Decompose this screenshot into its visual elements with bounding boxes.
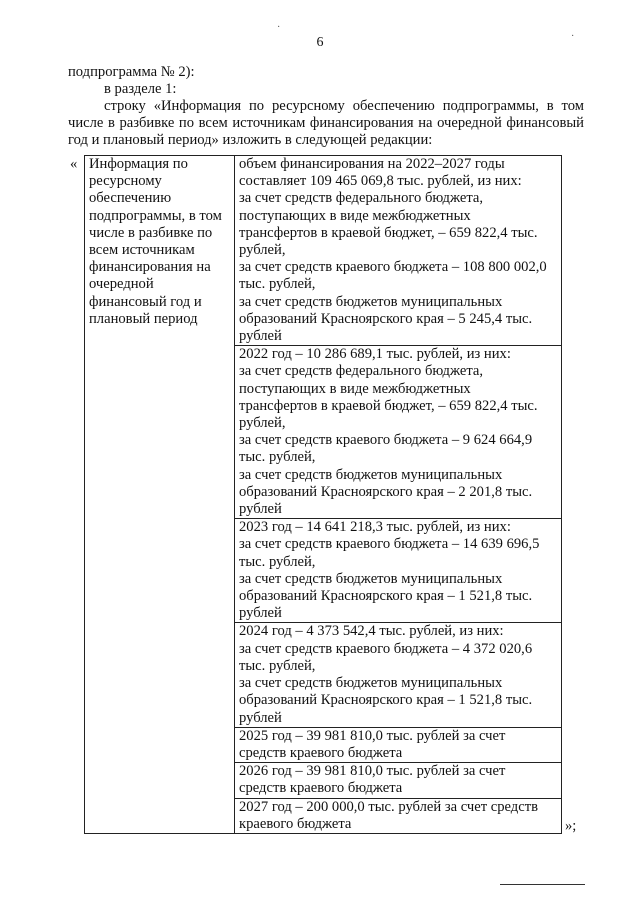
financing-line: объем финансирования на 2022–2027 годы xyxy=(239,156,505,172)
financing-line: средств краевого бюджета xyxy=(239,744,403,761)
financing-line: за счет средств краевого бюджета – 14 639 696,5 xyxy=(239,536,540,553)
financing-line: рублей xyxy=(239,605,282,622)
financing-line: 2022 год – 10 286 689,1 тыс. рублей, из них: xyxy=(239,346,511,363)
financing-line: составляет 109 465 069,8 тыс. рублей, из них: xyxy=(239,173,522,190)
heading-line: ресурсному xyxy=(89,173,162,190)
heading-line: финансовый год и xyxy=(89,293,202,310)
financing-cell xyxy=(235,763,562,798)
financing-cell xyxy=(235,727,562,762)
financing-line: 2024 год – 4 373 542,4 тыс. рублей, из них: xyxy=(239,623,504,640)
row-heading-cell xyxy=(85,156,235,834)
financing-line: образований Красноярского края – 1 521,8 тыс. xyxy=(239,692,533,709)
financing-line: образований Красноярского края – 5 245,4 тыс. xyxy=(239,310,533,327)
financing-line: рублей xyxy=(239,709,282,726)
financing-line: рублей, xyxy=(239,415,286,432)
financing-line: за счет средств краевого бюджета – 9 624 664,9 xyxy=(239,432,533,449)
financing-cell xyxy=(235,519,562,623)
financing-line: 2023 год – 14 641 218,3 тыс. рублей, из них: xyxy=(239,519,511,536)
financing-line: за счет средств бюджетов муниципальных xyxy=(239,466,503,483)
heading-line: очередной xyxy=(89,276,154,293)
intro-line-2: в разделе 1: xyxy=(104,81,177,97)
financing-line: рублей xyxy=(239,328,282,345)
heading-line: подпрограммы, в том xyxy=(89,207,222,224)
heading-line: финансирования на xyxy=(89,259,211,276)
financing-cell xyxy=(235,623,562,727)
page-number: 6 xyxy=(316,35,324,50)
financing-cell xyxy=(235,156,562,346)
financing-line: трансфертов в краевой бюджет, – 659 822,4 тыс. xyxy=(239,397,538,414)
footer-rule xyxy=(500,884,585,885)
financing-line: поступающих в виде межбюджетных xyxy=(239,207,471,224)
heading-line: плановый период xyxy=(89,310,198,327)
financing-line: образований Красноярского края – 1 521,8 тыс. xyxy=(239,588,533,605)
financing-line: за счет средств бюджетов муниципальных xyxy=(239,293,503,310)
intro-instruction: строку «Информация по ресурсному обеспечению подпрограммы, в том числе в разбивке по всем источникам финансирования на очередной финансовый год и плановый период» изложить в следующей редакции: xyxy=(68,98,584,148)
heading-line: числе в разбивке по xyxy=(89,224,213,241)
table-row xyxy=(85,156,562,346)
financing-line: рублей xyxy=(239,501,282,518)
financing-line: поступающих в виде межбюджетных xyxy=(239,380,471,397)
heading-line: всем источникам xyxy=(89,242,195,259)
intro-line-1: подпрограмма № 2): xyxy=(68,64,195,80)
financing-line: тыс. рублей, xyxy=(239,657,316,674)
financing-line: средств краевого бюджета xyxy=(239,780,403,797)
financing-line: за счет средств федерального бюджета, xyxy=(239,190,484,207)
financing-line: за счет средств краевого бюджета – 108 800 002,0 xyxy=(239,259,547,276)
financing-line: за счет средств краевого бюджета – 4 372 020,6 xyxy=(239,640,533,657)
financing-cell xyxy=(235,346,562,519)
financing-line: тыс. рублей, xyxy=(239,553,316,570)
financing-line: 2026 год – 39 981 810,0 тыс. рублей за счет xyxy=(239,763,506,780)
financing-line: тыс. рублей, xyxy=(239,449,316,466)
financing-line: краевого бюджета xyxy=(239,815,352,832)
opening-quote: « xyxy=(70,156,78,172)
financing-line: образований Красноярского края – 2 201,8 тыс. xyxy=(239,483,533,500)
financing-line: за счет средств бюджетов муниципальных xyxy=(239,675,503,692)
financing-line: 2027 год – 200 000,0 тыс. рублей за счет средств xyxy=(239,798,538,815)
heading-line: Информация по xyxy=(89,156,188,172)
heading-line: обеспечению xyxy=(89,190,172,207)
scan-speck: · xyxy=(571,31,575,42)
resource-table xyxy=(84,155,562,834)
financing-line: 2025 год – 39 981 810,0 тыс. рублей за счет xyxy=(239,727,506,744)
financing-line: тыс. рублей, xyxy=(239,276,316,293)
financing-cell xyxy=(235,798,562,833)
scan-speck: · xyxy=(277,22,281,33)
financing-line: за счет средств федерального бюджета, xyxy=(239,363,484,380)
financing-line: трансфертов в краевой бюджет, – 659 822,4 тыс. xyxy=(239,224,538,241)
closing-quote: »; xyxy=(565,818,577,834)
financing-line: за счет средств бюджетов муниципальных xyxy=(239,570,503,587)
financing-line: рублей, xyxy=(239,242,286,259)
